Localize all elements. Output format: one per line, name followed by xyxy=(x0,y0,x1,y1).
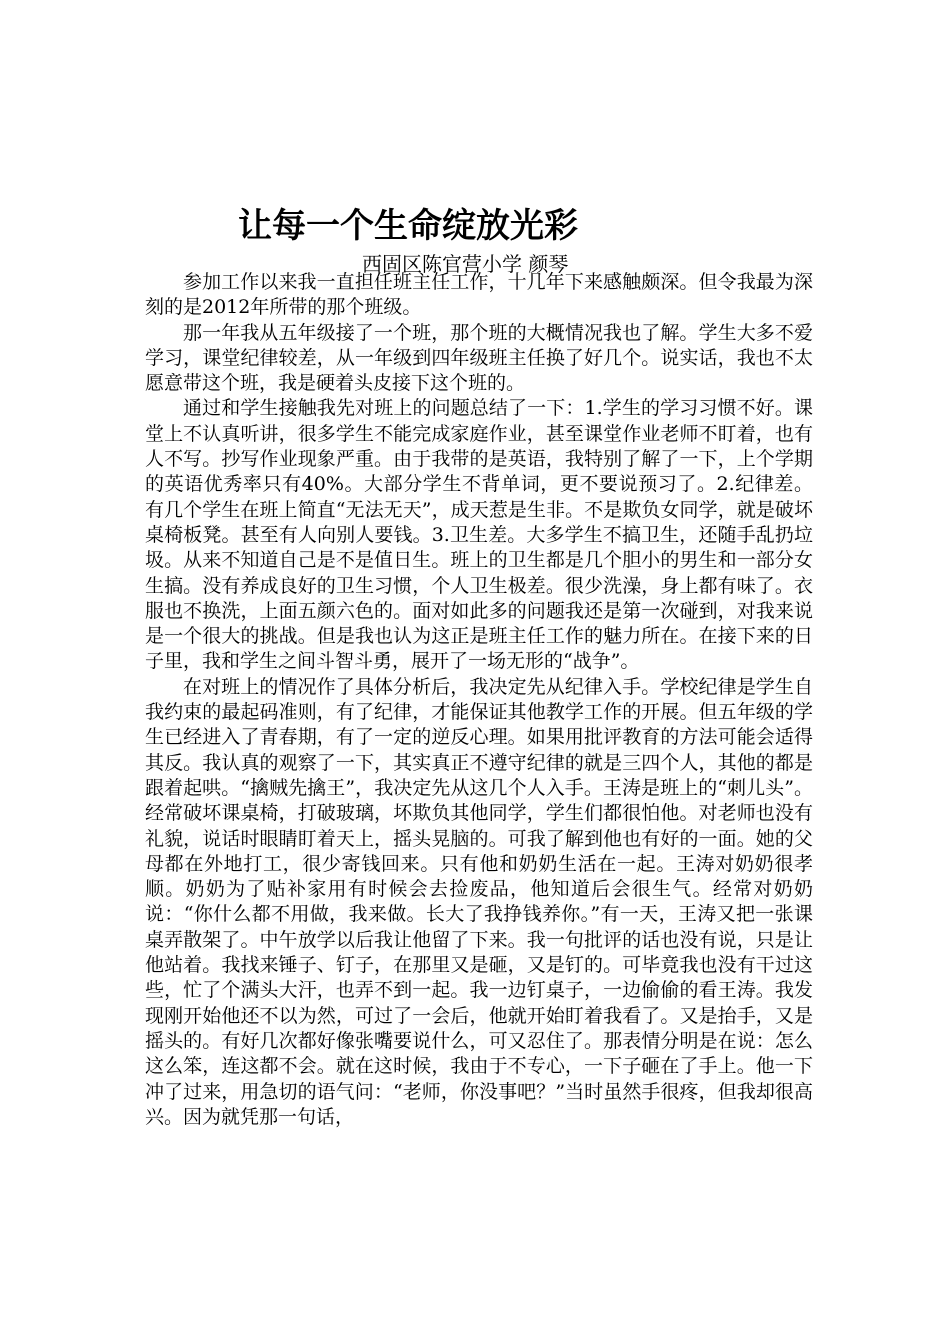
paragraph-2: 那一年我从五年级接了一个班，那个班的大概情况我也了解。学生大多不爱学习，课堂纪律较差，从一年级到四年级班主任换了好几个。说实话，我也不太愿意带这个班，我是硬着头皮接下这个班的。 xyxy=(145,321,813,395)
author-line: 西固区陈官营小学 颜琴 xyxy=(362,252,569,276)
paragraph-3: 通过和学生接触我先对班上的问题总结了一下：1.学生的学习习惯不好。课堂上不认真听讲，很多学生不能完成家庭作业，甚至课堂作业老师不盯着，也有人不写。抄写作业现象严重。由于我带的是英语，我特别了解了一下，上个学期的英语优秀率只有40%。大部分学生不背单词，更不要说预习了。2.纪律差。有几个学生在班上简直“无法无天”，成天惹是生非。不是欺负女同学，就是破坏桌椅板凳。甚至有人向别人要钱。3.卫生差。大多学生不搞卫生，还随手乱扔垃圾。从来不知道自己是不是值日生。班上的卫生都是几个胆小的男生和一部分女生搞。没有养成良好的卫生习惯，个人卫生极差。很少洗澡，身上都有味了。衣服也不换洗，上面五颜六色的。面对如此多的问题我还是第一次碰到，对我来说是一个很大的挑战。但是我也认为这正是班主任工作的魅力所在。在接下来的日子里，我和学生之间斗智斗勇，展开了一场无形的“战争”。 xyxy=(145,397,813,673)
article-body xyxy=(145,270,813,1130)
paragraph-4: 在对班上的情况作了具体分析后，我决定先从纪律入手。学校纪律是学生自我约束的最起码准则，有了纪律，才能保证其他教学工作的开展。但五年级的学生已经进入了青春期，有了一定的逆反心理。如果用批评教育的方法可能会适得其反。我认真的观察了一下，其实真正不遵守纪律的就是三四个人，其他的都是跟着起哄。“擒贼先擒王”，我决定先从这几个人入手。王涛是班上的“刺儿头”。经常破坏课桌椅，打破玻璃，坏欺负其他同学，学生们都很怕他。对老师也没有礼貌，说话时眼睛盯着天上，摇头晃脑的。可我了解到他也有好的一面。她的父母都在外地打工，很少寄钱回来。只有他和奶奶生活在一起。王涛对奶奶很孝顺。奶奶为了贴补家用有时候会去捡废品，他知道后会很生气。经常对奶奶说：“你什么都不用做，我来做。长大了我挣钱养你。”有一天，王涛又把一张课桌弄散架了。中午放学以后我让他留了下来。我一句批评的话也没有说，只是让他站着。我找来锤子、钉子，在那里又是砸，又是钉的。可毕竟我也没有干过这些，忙了个满头大汗，也弄不到一起。我一边钉桌子，一边偷偷的看王涛。我发现刚开始他还不以为然，可过了一会后，他就开始盯着我看了。又是抬手，又是摇头的。有好几次都好像张嘴要说什么，可又忍住了。那表情分明是在说：怎么这么笨，连这都不会。就在这时候，我由于不专心，一下子砸在了手上。他一下冲了过来，用急切的语气问：“老师，你没事吧？”当时虽然手很疼，但我却很高兴。因为就凭那一句话， xyxy=(145,675,813,1128)
page-title: 让每一个生命绽放光彩 xyxy=(238,206,578,246)
paragraph-1: 参加工作以来我一直担任班主任工作，十几年下来感触颇深。但令我最为深刻的是2012年所带的那个班级。 xyxy=(145,271,813,319)
